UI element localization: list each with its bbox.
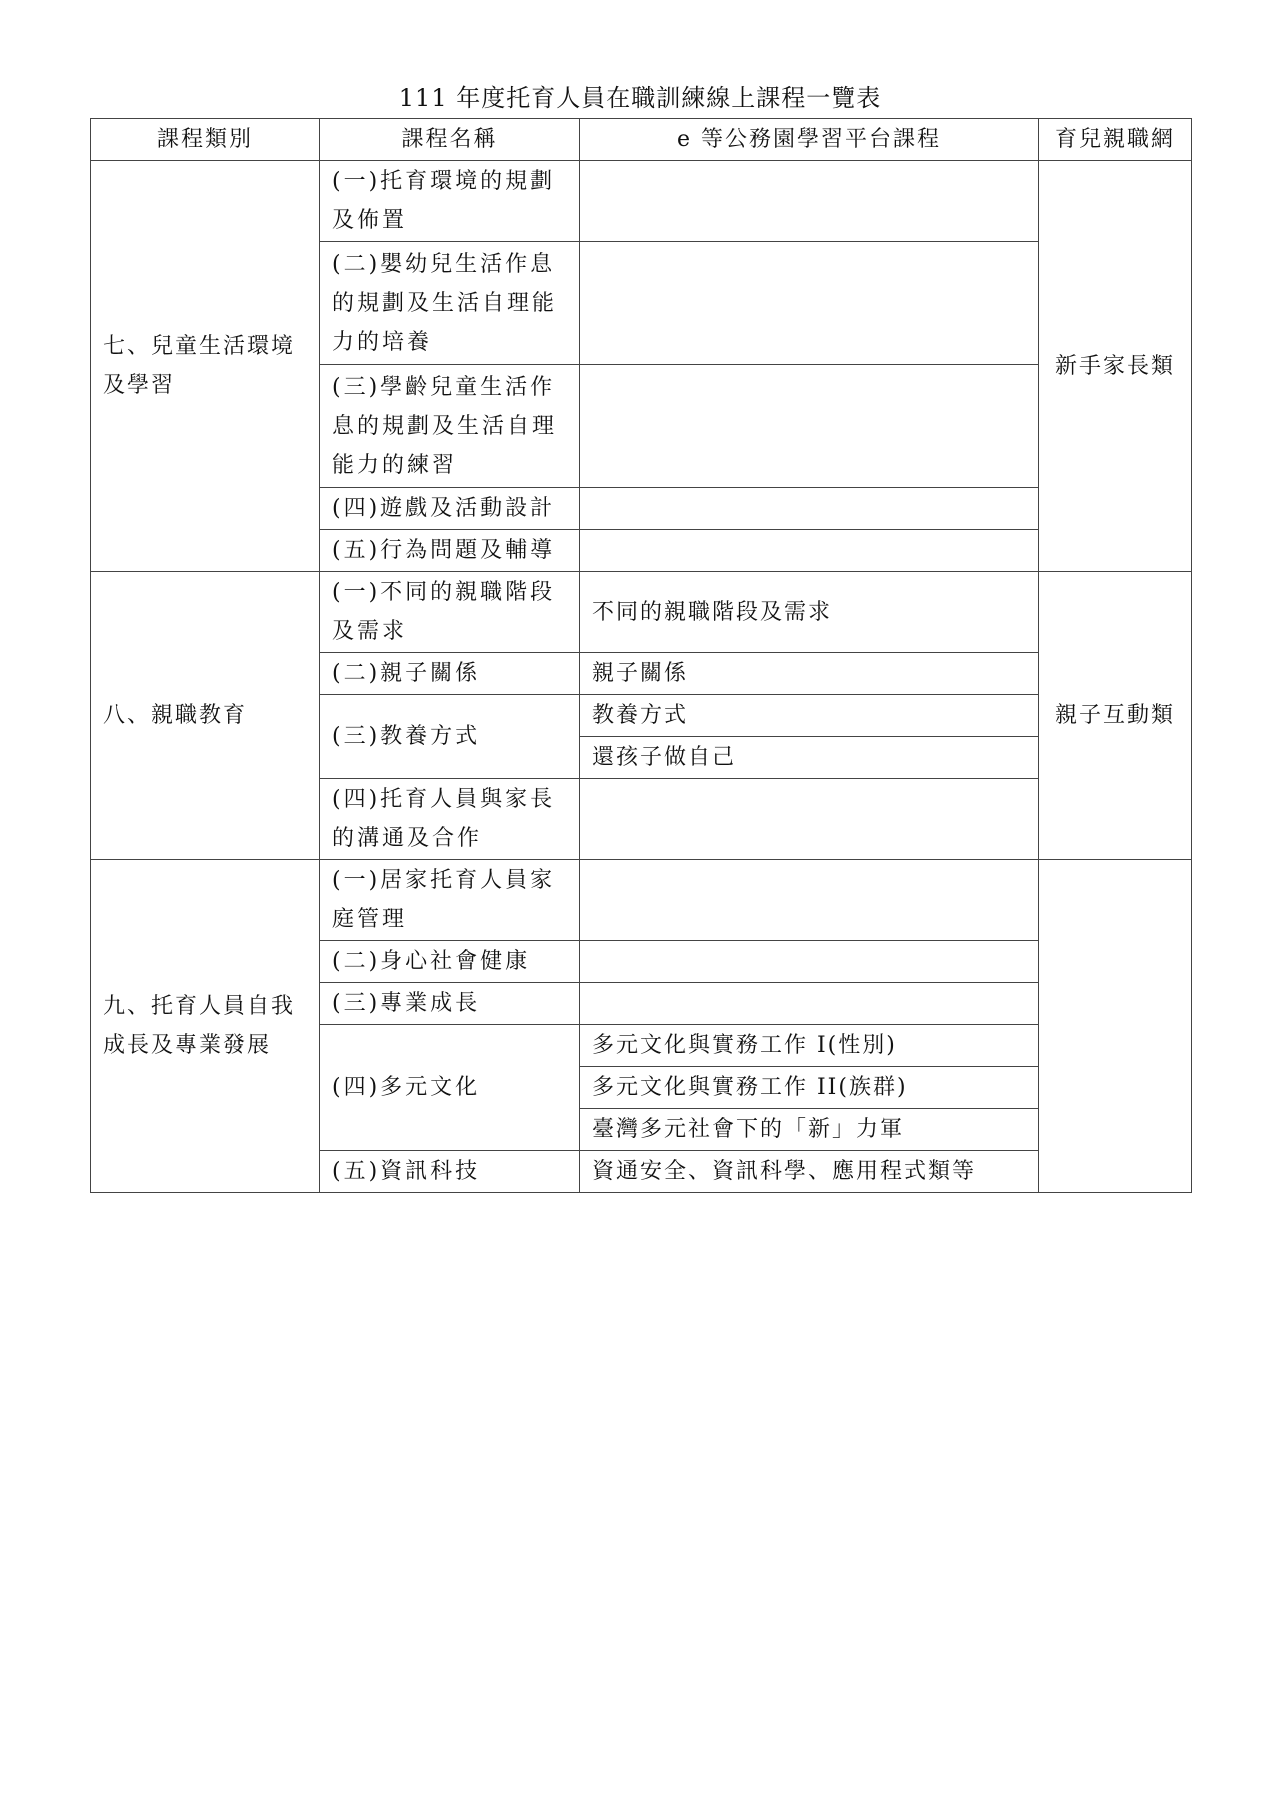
course-name-cell: (二)身心社會健康: [320, 941, 580, 983]
document-title: 111 年度托育人員在職訓練線上課程一覽表: [398, 84, 882, 112]
course-name-cell: (三)學齡兒童生活作息的規劃及生活自理能力的練習: [320, 365, 580, 488]
header-course-name: 課程名稱: [320, 119, 580, 161]
network-cell: 新手家長類: [1039, 161, 1192, 572]
course-name-cell: (四)托育人員與家長的溝通及合作: [320, 779, 580, 860]
course-name-cell: (二)親子關係: [320, 653, 580, 695]
table-header-row: [91, 119, 1192, 161]
platform-cell: 多元文化與實務工作 I(性別): [580, 1025, 1039, 1067]
platform-cell: [580, 161, 1039, 242]
course-name-cell: (四)多元文化: [320, 1025, 580, 1151]
platform-cell: [580, 983, 1039, 1025]
platform-cell: [580, 941, 1039, 983]
platform-cell: 資通安全、資訊科學、應用程式類等: [580, 1151, 1039, 1193]
platform-cell: 不同的親職階段及需求: [580, 572, 1039, 653]
platform-cell: [580, 488, 1039, 530]
platform-cell: 教養方式: [580, 695, 1039, 737]
course-name-cell: (三)教養方式: [320, 695, 580, 779]
header-network: 育兒親職網: [1039, 119, 1192, 161]
platform-cell: [580, 365, 1039, 488]
category-cell: 八、親職教育: [91, 572, 320, 860]
course-table: [90, 118, 1192, 1193]
table-row: [91, 860, 1192, 941]
course-name-cell: (五)行為問題及輔導: [320, 530, 580, 572]
course-name-cell: (一)托育環境的規劃及佈置: [320, 161, 580, 242]
course-name-cell: (一)居家托育人員家庭管理: [320, 860, 580, 941]
platform-cell: 臺灣多元社會下的「新」力軍: [580, 1109, 1039, 1151]
platform-cell: [580, 779, 1039, 860]
course-name-cell: (二)嬰幼兒生活作息的規劃及生活自理能力的培養: [320, 242, 580, 365]
course-name-cell: (五)資訊科技: [320, 1151, 580, 1193]
platform-cell: 親子關係: [580, 653, 1039, 695]
header-category: 課程類別: [91, 119, 320, 161]
network-cell: [1039, 860, 1192, 1193]
table-row: [91, 572, 1192, 653]
platform-cell: [580, 242, 1039, 365]
category-cell: 九、托育人員自我成長及專業發展: [91, 860, 320, 1193]
category-cell: 七、兒童生活環境及學習: [91, 161, 320, 572]
network-cell: 親子互動類: [1039, 572, 1192, 860]
course-name-cell: (一)不同的親職階段及需求: [320, 572, 580, 653]
platform-cell: 還孩子做自己: [580, 737, 1039, 779]
table-row: [91, 161, 1192, 242]
course-name-cell: (四)遊戲及活動設計: [320, 488, 580, 530]
platform-cell: [580, 530, 1039, 572]
platform-cell: 多元文化與實務工作 II(族群): [580, 1067, 1039, 1109]
header-platform: e 等公務園學習平台課程: [580, 119, 1039, 161]
platform-cell: [580, 860, 1039, 941]
course-name-cell: (三)專業成長: [320, 983, 580, 1025]
